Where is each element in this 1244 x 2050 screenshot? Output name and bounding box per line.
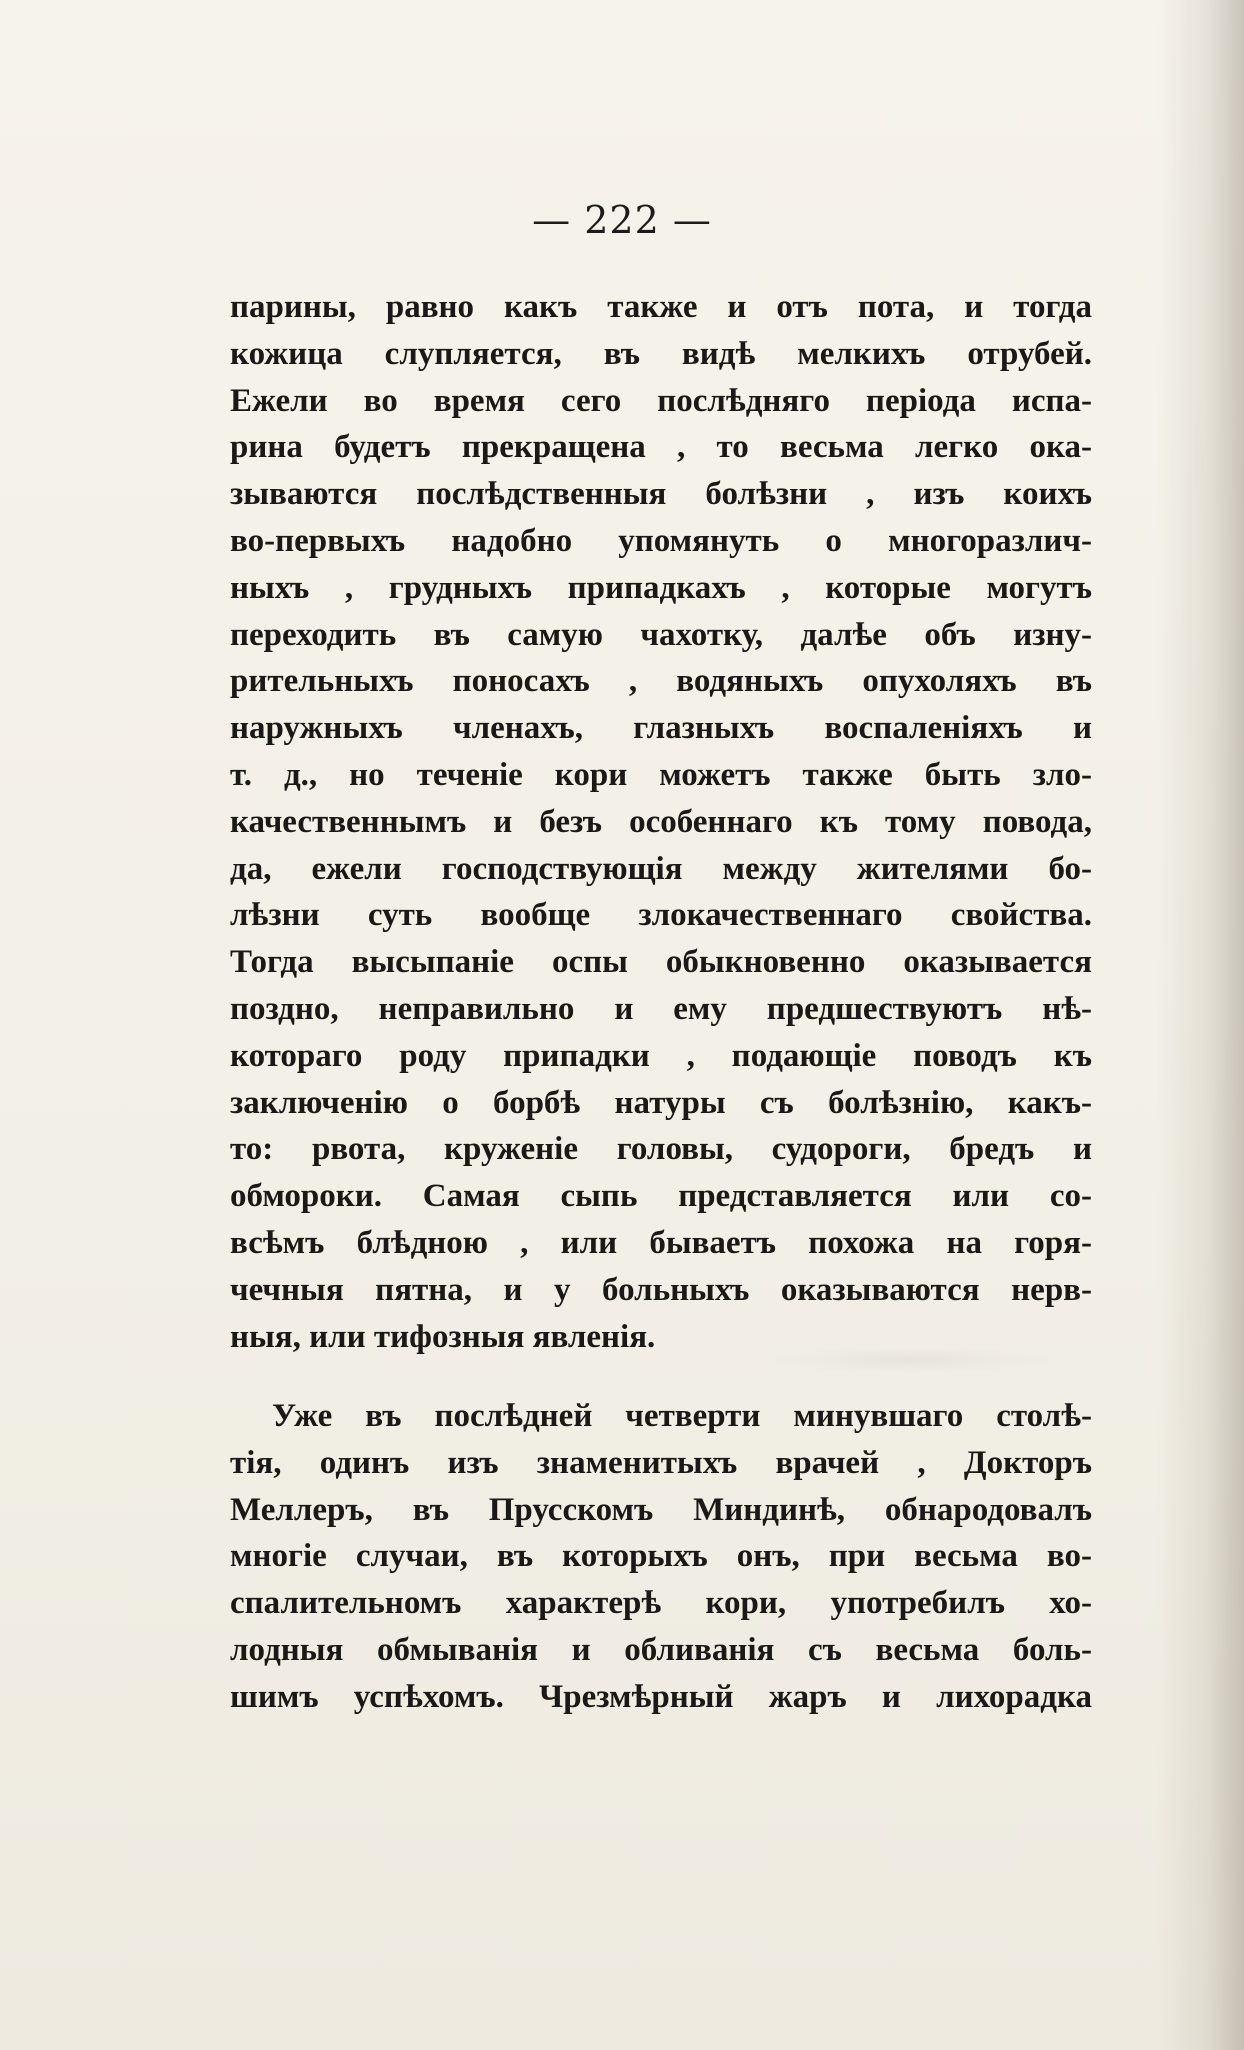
text-line: да, ежели господствующія между жителями бо- <box>230 850 1092 887</box>
page-number: — 222 — <box>532 198 712 242</box>
text-line: т. д., но теченіе кори можетъ также быть зло- <box>230 756 1092 793</box>
text-line: наружныхъ членахъ, глазныхъ воспаленіяхъ и <box>230 710 1092 747</box>
text-line: шимъ успѣхомъ. Чрезмѣрный жаръ и лихорадка <box>230 1678 1092 1715</box>
text-line: заключенію о борбѣ натуры съ болѣзнію, какъ- <box>230 1084 1092 1121</box>
text-line: рительныхъ поносахъ , водяныхъ опухоляхъ въ <box>230 663 1092 700</box>
text-line: тія, одинъ изъ знаменитыхъ врачей , Докторъ <box>230 1444 1092 1481</box>
text-line: спалительномъ характерѣ кори, употребилъ хо- <box>230 1585 1092 1622</box>
text-line: зываются послѣдственныя болѣзни , изъ коихъ <box>230 476 1092 513</box>
text-line: котораго роду припадки , подающіе поводъ къ <box>230 1037 1092 1074</box>
text-line: кожица слупляется, въ видѣ мелкихъ отрубей. <box>230 335 1092 372</box>
text-line: Меллеръ, въ Прусскомъ Миндинѣ, обнародовалъ <box>230 1491 1092 1528</box>
text-line: лѣзни суть вообще злокачественнаго свойства. <box>230 897 1092 934</box>
text-line: ныхъ , грудныхъ припадкахъ , которые могутъ <box>230 569 1092 606</box>
text-line: чечныя пятна, и у больныхъ оказываются нерв- <box>230 1271 1092 1308</box>
paragraph-2 <box>230 1393 1092 1721</box>
text-line: лодныя обмыванія и обливанія съ весьма боль- <box>230 1631 1092 1668</box>
text-line: во-первыхъ надобно упомянуть о многоразлич- <box>230 522 1092 559</box>
text-line: качественнымъ и безъ особеннаго къ тому повода, <box>230 803 1092 840</box>
paragraph-1 <box>230 284 1092 1360</box>
text-line: Ежели во время сего послѣдняго періода испа- <box>230 382 1092 419</box>
text-line: поздно, неправильно и ему предшествуютъ нѣ- <box>230 990 1092 1027</box>
text-line: парины, равно какъ также и отъ пота, и тогда <box>230 289 1092 325</box>
text-line: обмороки. Самая сыпь представляется или со- <box>230 1178 1092 1215</box>
text-line: Уже въ послѣдней четверти минувшаго столѣ- <box>272 1398 1092 1434</box>
text-line: Тогда высыпаніе оспы обыкновенно оказывается <box>230 944 1092 981</box>
text-line: всѣмъ блѣдною , или бываетъ похожа на горя- <box>230 1224 1092 1261</box>
text-line: рина будетъ прекращена , то весьма легко ока- <box>230 429 1092 466</box>
text-line: ныя, или тифозныя явленія. <box>230 1318 656 1355</box>
text-line: многіе случаи, въ которыхъ онъ, при весьма во- <box>230 1538 1092 1575</box>
text-line: то: рвота, круженіе головы, судороги, бредъ и <box>230 1131 1092 1168</box>
text-line: переходить въ самую чахотку, далѣе объ изну- <box>230 616 1092 653</box>
